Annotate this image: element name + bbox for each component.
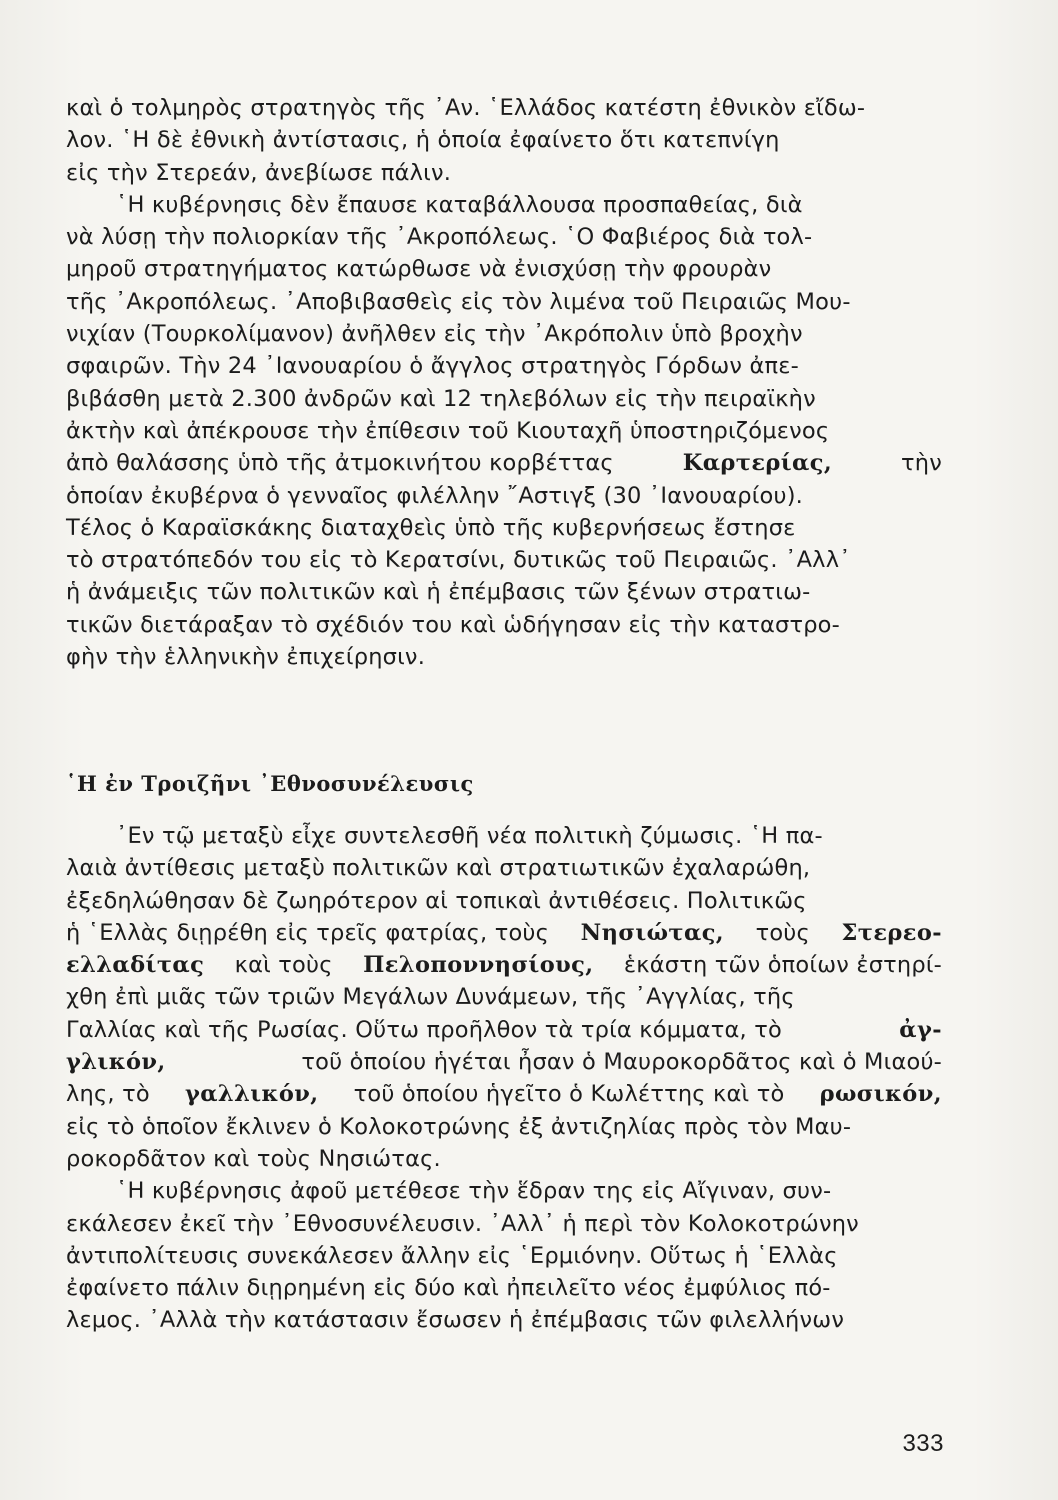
text-line: λης, τὸ γαλλικόν, τοῦ ὁποίου ἡγεῖτο ὁ Κωλέττης καὶ τὸ ρωσικόν,	[66, 1078, 942, 1110]
bold-term-glikon: γλικόν,	[66, 1049, 166, 1076]
bold-term-peloponnisious: Πελοποννησίους,	[363, 952, 594, 979]
text-line: φὴν τὴν ἑλληνικὴν ἐπιχείρησιν.	[66, 644, 426, 671]
text-line: ἡ ἀνάμειξις τῶν πολιτικῶν καὶ ἡ ἐπέμβασις τῶν ξένων στρατιω-	[66, 579, 811, 606]
text-line: εκάλεσεν ἐκεῖ τὴν ᾿Εθνοσυνέλευσιν. ᾿Αλλ᾿ ἡ περὶ τὸν Κολοκοτρώνην	[66, 1210, 859, 1237]
text-line: ελλαδίτας καὶ τοὺς Πελοποννησίους, ἑκάστη τῶν ὁποίων ἐστηρί-	[66, 949, 942, 981]
text-line: νιχίαν (Τουρκολίμανον) ἀνῆλθεν εἰς τὴν ᾿Ακρόπολιν ὑπὸ βροχὴν	[66, 321, 803, 348]
text-line: βιβάσθη μετὰ 2.300 ἀνδρῶν καὶ 12 τηλεβόλων εἰς τὴν πειραϊκὴν	[66, 385, 816, 412]
text-line: ἀντιπολίτευσις συνεκάλεσεν ἄλλην εἰς ῾Ερμιόνην. Οὕτως ἡ ῾Ελλὰς	[66, 1242, 838, 1269]
text-line: ροκορδᾶτον καὶ τοὺς Νησιώτας.	[66, 1145, 441, 1172]
text-line: λεμος. ᾿Αλλὰ τὴν κατάστασιν ἔσωσεν ἡ ἐπέμβασις τῶν φιλελλήνων	[66, 1307, 845, 1334]
text-line: εἰς τὸ ὁποῖον ἔκλινεν ὁ Κολοκοτρώνης ἐξ ἀντιζηλίας πρὸς τὸν Μαυ-	[66, 1113, 852, 1140]
text-line: καὶ ὁ τολμηρὸς στρατηγὸς τῆς ᾿Αν. ῾Ελλάδος κατέστη ἐθνικὸν εἴδω-	[66, 95, 866, 121]
text-line: εἰς τὴν Στερεάν, ἀνεβίωσε πάλιν.	[66, 159, 452, 186]
paragraph-block-1	[66, 92, 942, 673]
bold-term-ag: ἀγ-	[899, 1016, 942, 1043]
text-line: ἀπὸ θαλάσσης ὑπὸ τῆς ἀτμοκινήτου κορβέττας Καρτερίας, τὴν	[66, 447, 942, 479]
bold-term-stereo: Στερεο-	[841, 919, 942, 946]
text-line: Τέλος ὁ Καραϊσκάκης διαταχθεὶς ὑπὸ τῆς κυβερνήσεως ἔστησε	[66, 514, 796, 541]
text-line: Γαλλίας καὶ τῆς Ρωσίας. Οὕτω προῆλθον τὰ τρία κόμματα, τὸ ἀγ-	[66, 1014, 942, 1046]
text-line: τὸ στρατόπεδόν του εἰς τὸ Κερατσίνι, δυτικῶς τοῦ Πειραιῶς. ᾿Αλλ᾿	[66, 547, 851, 574]
text-line: ῾Η κυβέρνησις ἀφοῦ μετέθεσε τὴν ἕδραν της εἰς Αἴγιναν, συν-	[116, 1178, 832, 1205]
text-line: τῆς ᾿Ακροπόλεως. ᾿Αποβιβασθεὶς εἰς τὸν λιμένα τοῦ Πειραιῶς Μου-	[66, 288, 851, 315]
text-line: λον. ῾Η δὲ ἐθνικὴ ἀντίστασις, ἡ ὁποία ἐφαίνετο ὅτι κατεπνίγη	[66, 127, 780, 154]
page-number: 333	[902, 1430, 944, 1457]
bold-term-nisiotas: Νησιώτας,	[580, 919, 725, 946]
text-line: ἀκτὴν καὶ ἀπέκρουσε τὴν ἐπίθεσιν τοῦ Κιουταχῆ ὑποστηριζόμενος	[66, 417, 830, 444]
text-line: λαιὰ ἀντίθεσις μεταξὺ πολιτικῶν καὶ στρατιωτικῶν ἐχαλαρώθη,	[66, 855, 811, 882]
text-line: σφαιρῶν. Τὴν 24 ᾿Ιανουαρίου ὁ ἄγγλος στρατηγὸς Γόρδων ἀπε-	[66, 353, 799, 380]
text-line: γλικόν, τοῦ ὁποίου ἡγέται ἦσαν ὁ Μαυροκορδᾶτος καὶ ὁ Μιαού-	[66, 1046, 942, 1078]
text-line: νὰ λύσῃ τὴν πολιορκίαν τῆς ᾿Ακροπόλεως. ῾Ο Φαβιέρος διὰ τολ-	[66, 224, 813, 251]
text-line: ἡ ῾Ελλὰς διῃρέθη εἰς τρεῖς φατρίας, τοὺς Νησιώτας, τοὺς Στερεο-	[66, 917, 942, 949]
text-line: ὁποίαν ἐκυβέρνα ὁ γενναῖος φιλέλλην ῎Αστιγξ (30 ᾿Ιανουαρίου).	[66, 482, 804, 509]
section-heading: ῾Η ἐν Τροιζῆνι ᾿Εθνοσυνέλευσις	[66, 771, 474, 796]
bold-term-elladitas: ελλαδίτας	[66, 952, 205, 979]
bold-term-rosikon: ρωσικόν,	[819, 1081, 942, 1108]
text-line: ἐξεδηλώθησαν δὲ ζωηρότερον αἱ τοπικαὶ ἀντιθέσεις. Πολιτικῶς	[66, 887, 807, 914]
paragraph-block-2	[66, 820, 942, 1337]
text-line: χθη ἐπὶ μιᾶς τῶν τριῶν Μεγάλων Δυνάμεων, τῆς ᾿Αγγλίας, τῆς	[66, 984, 795, 1011]
text-line: ἐφαίνετο πάλιν διῃρημένη εἰς δύο καὶ ἠπειλεῖτο νέος ἐμφύλιος πό-	[66, 1275, 831, 1302]
bold-term-gallikon: γαλλικόν,	[184, 1081, 319, 1108]
bold-term-karterias: Καρτερίας,	[682, 450, 833, 477]
text-line: τικῶν διετάραξαν τὸ σχέδιόν του καὶ ὡδήγησαν εἰς τὴν καταστρο-	[66, 611, 840, 638]
text-line: ῾Η κυβέρνησις δὲν ἔπαυσε καταβάλλουσα προσπαθείας, διὰ	[116, 191, 803, 218]
text-line: ᾿Εν τῷ μεταξὺ εἶχε συντελεσθῆ νέα πολιτικὴ ζύμωσις. ῾Η πα-	[116, 823, 823, 849]
text-line: μηροῦ στρατηγήματος κατώρθωσε νὰ ἐνισχύσῃ τὴν φρουρὰν	[66, 256, 772, 283]
